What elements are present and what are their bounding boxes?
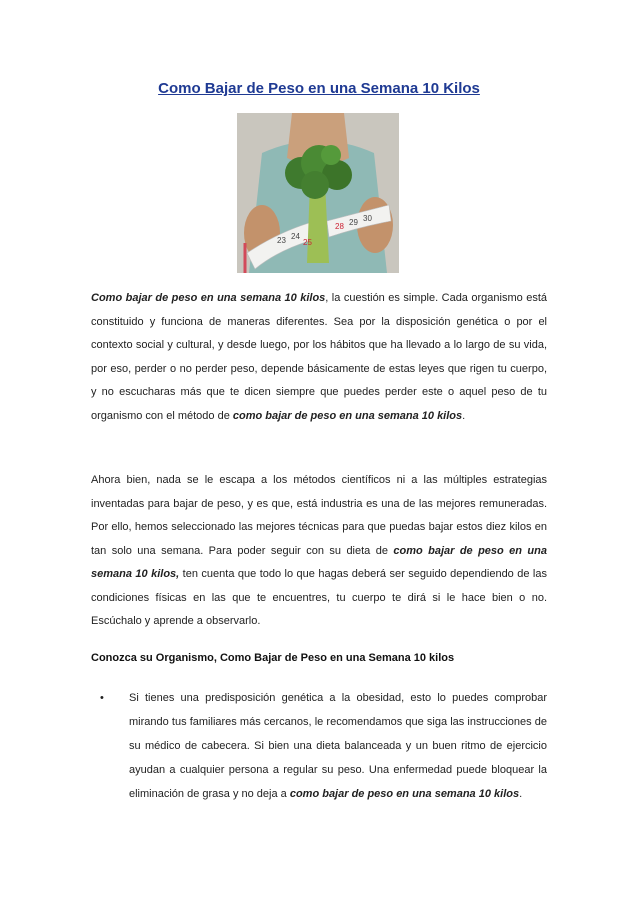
broccoli-tape-illustration bbox=[237, 113, 399, 273]
list-item-end: . bbox=[519, 788, 523, 800]
second-paragraph bbox=[91, 469, 547, 634]
hero-image bbox=[237, 113, 399, 273]
intro-emphasis-start: Como bajar de peso en una semana 10 kilos bbox=[91, 292, 326, 304]
intro-body-text: , la cuestión es simple. Cada organismo está constituido y funciona de maneras diferentes. Sea por la disposición genética o por el contexto social y cultural, y desde luego, por los hábitos que ha llevado a lo largo de su vida, por eso, perder o no perder peso, depende básicamente de estas leyes que rigen tu cuerpo, y no escucharas más que te dicen siempre que puedes perder este o aquel peso de tu organismo con el método de bbox=[91, 292, 547, 422]
tape-number: 24 bbox=[291, 232, 300, 241]
second-emphasis: como bajar de peso en una semana 10 kilos, bbox=[91, 544, 547, 580]
tape-number: 25 bbox=[303, 238, 312, 247]
bullet-list bbox=[91, 686, 547, 806]
intro-emphasis-end: como bajar de peso en una semana 10 kilos bbox=[232, 409, 463, 422]
second-body-text-2: ten cuenta que todo lo que hagas deberá ser seguido dependiendo de las condiciones físicas en las que te encuentres, tu cuerpo te dirá si le hace bien o no. Escúchalo y aprende a observarlo. bbox=[91, 568, 547, 627]
bullet-icon: • bbox=[100, 692, 104, 704]
list-item bbox=[91, 686, 547, 806]
page-title bbox=[0, 80, 638, 97]
list-item-emphasis: como bajar de peso en una semana 10 kilos bbox=[289, 788, 520, 800]
tape-number: 30 bbox=[363, 214, 372, 223]
list-item-text: Si tienes una predisposición genética a la obesidad, esto lo puedes comprobar mirando tus familiares más cercanos, le recomendamos que siga las instrucciones de su médico de cabecera. Si bien una dieta balanceada y un buen ritmo de ejercicio ayudan a cualquier persona a regular su peso. Una enfermedad puede bloquear la eliminación de grasa y no deja a bbox=[129, 692, 547, 800]
intro-end: . bbox=[462, 409, 466, 422]
second-body-text-1: Ahora bien, nada se le escapa a los métodos científicos ni a las múltiples estrategias inventadas para bajar de peso, y es que, está industria es una de las mejores remuneradas. Por ello, hemos seleccionado las mejores técnicas para que puedas bajar estos diez kilos en tan solo una semana. Para poder seguir con su dieta de bbox=[91, 474, 547, 557]
intro-paragraph bbox=[91, 287, 547, 428]
section-heading: Conozca su Organismo, Como Bajar de Peso en una Semana 10 kilos bbox=[91, 652, 455, 664]
tape-number: 23 bbox=[277, 236, 286, 245]
tape-number: 28 bbox=[335, 222, 344, 231]
title-link[interactable]: Como Bajar de Peso en una Semana 10 Kilos bbox=[158, 80, 480, 97]
tape-number: 29 bbox=[349, 218, 358, 227]
